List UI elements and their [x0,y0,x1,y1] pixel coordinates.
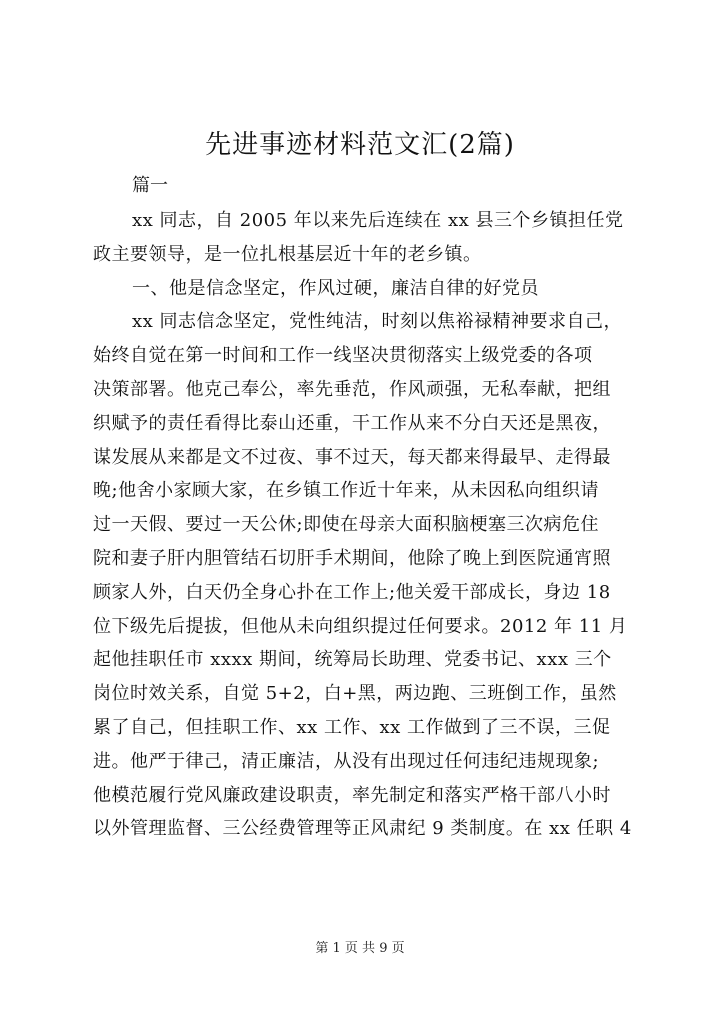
paragraph-intro [93,204,641,272]
page-footer: 第 1 页 共 9 页 [315,941,405,956]
text-line: 进。他严于律己，清正廉洁，从没有出现过任何违纪违规现象; [93,750,600,772]
text-line: 岗位时效关系，自觉 5+2，白+黑，两边跑、三班倒工作，虽然 [93,683,617,705]
paragraph-heading [93,272,641,306]
document-body [93,204,641,846]
text-line: 顾家人外，白天仍全身心扑在工作上;他关爱干部成长，身边 18 [93,581,611,603]
text-line: xx 同志，自 2005 年以来先后连续在 xx 县三个乡镇担任党 [132,210,624,231]
section-heading: 一、他是信念坚定，作风过硬，廉洁自律的好党员 [132,277,539,299]
text-line: xx 同志信念坚定，党性纯洁，时刻以焦裕禄精神要求自己， [132,311,623,333]
text-line: 始终自觉在第一时间和工作一线坚决贯彻落实上级党委的各项 [93,345,593,367]
text-line: 院和妻子肝内胆管结石切肝手术期间，他除了晚上到医院通宵照 [93,547,611,569]
document-title: 先进事迹材料范文汇(2篇) [205,130,515,160]
text-line: 晚;他舍小家顾大家，在乡镇工作近十年来，从未因私向组织请 [93,480,600,502]
paragraph-main [93,305,641,846]
text-line: 织赋予的责任看得比泰山还重，干工作从来不分白天还是黑夜， [93,412,611,434]
text-line: 以外管理监督、三公经费管理等正风肃纪 9 类制度。在 xx 任职 4 [93,818,632,840]
text-line: 位下级先后提拔，但他从未向组织提过任何要求。2012 年 11 月 [93,615,628,637]
text-line: 过一天假、要过一天公休;即使在母亲大面积脑梗塞三次病危住 [93,514,600,536]
text-line: 起他挂职任市 xxxx 期间，统筹局长助理、党委书记、xxx 三个 [93,649,612,671]
text-line: 他模范履行党风廉政建设职责，率先制定和落实严格干部八小时 [93,784,611,806]
text-line: 政主要领导，是一位扎根基层近十年的老乡镇。 [93,243,482,265]
section-label: 篇一 [132,175,168,196]
text-line: 累了自己，但挂职工作、xx 工作、xx 工作做到了三不误，三促 [93,716,611,738]
text-line: 决策部署。他克己奉公，率先垂范，作风顽强，无私奉献，把组 [93,378,611,400]
text-line: 谋发展从来都是文不过夜、事不过天，每天都来得最早、走得最 [93,446,611,468]
